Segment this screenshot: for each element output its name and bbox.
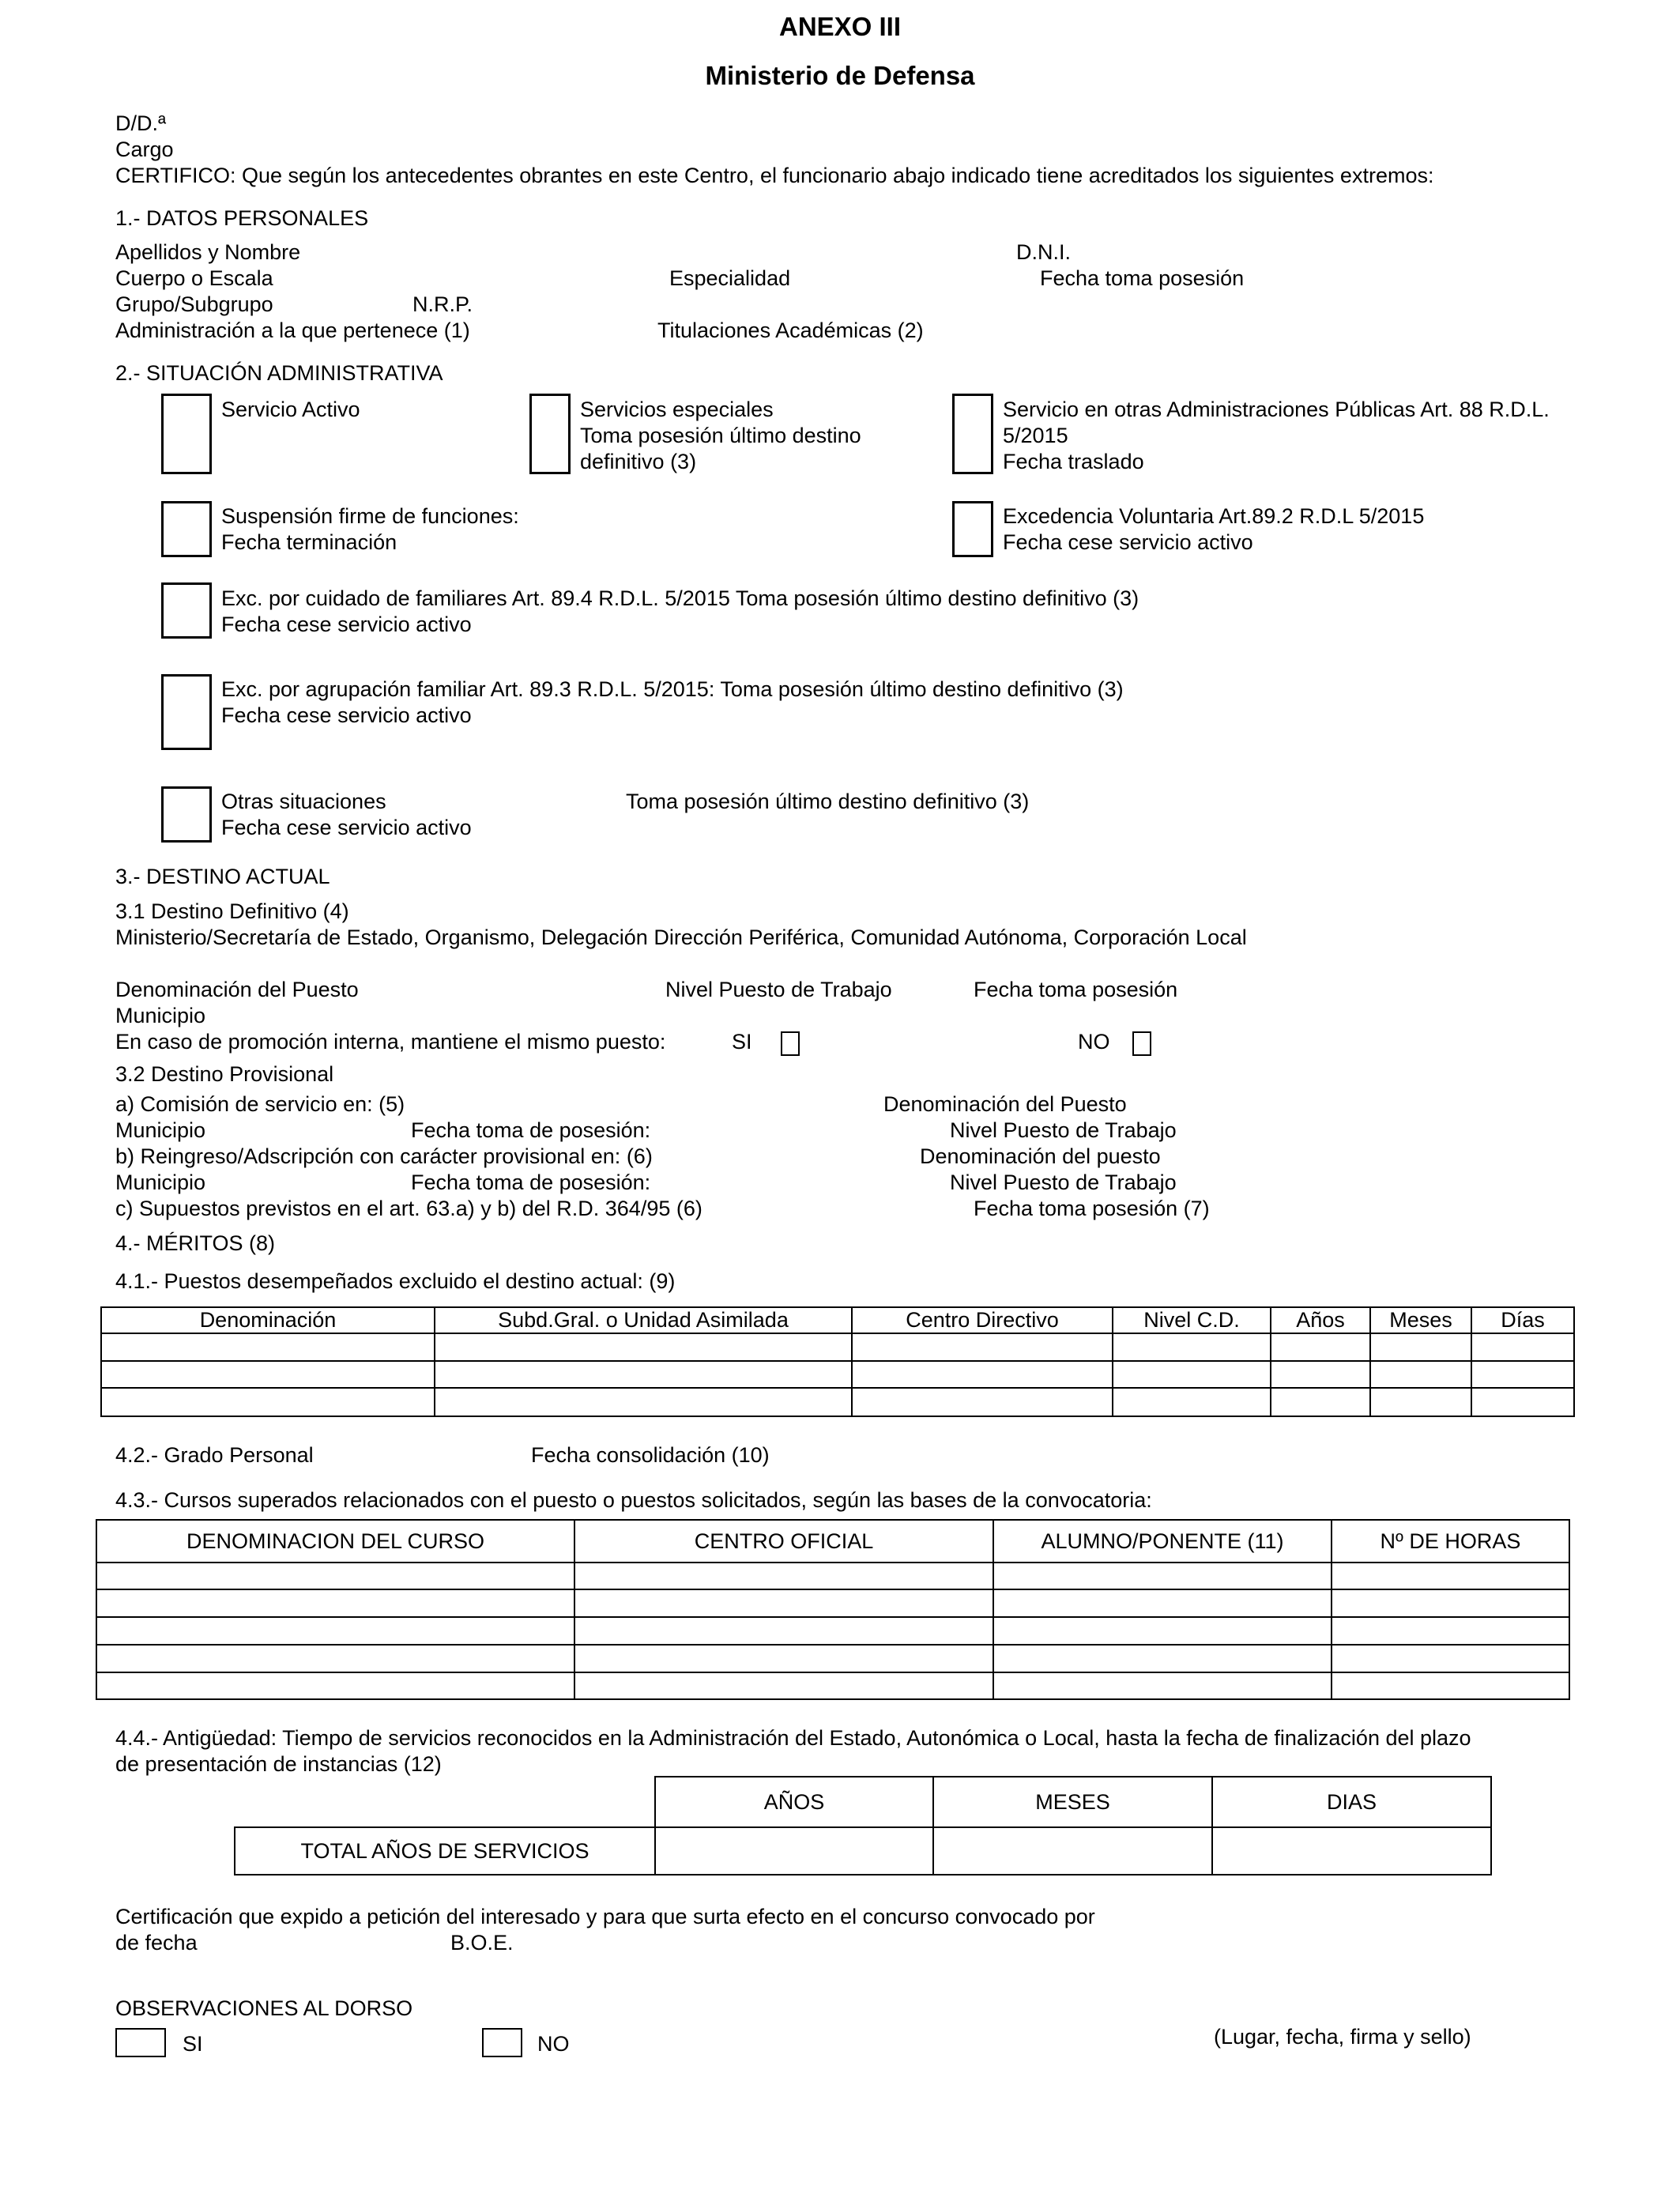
agrupacion-familiar-label: Exc. por agrupación familiar Art. 89.3 R.D.L. 5/2015: Toma posesión último destino definitivo (3) (221, 677, 1124, 701)
table-row[interactable] (96, 1589, 1569, 1617)
reingreso-nivel-label: Nivel Puesto de Trabajo (950, 1171, 1177, 1194)
agrupacion-familiar-fecha: Fecha cese servicio activo (221, 703, 472, 727)
suspension-fecha: Fecha terminación (221, 530, 397, 554)
cuidado-familiares-fecha: Fecha cese servicio activo (221, 613, 472, 636)
fecha-toma-label: Fecha toma posesión (1040, 266, 1245, 290)
table-row[interactable] (101, 1333, 1574, 1361)
ministerio-label: Ministerio/Secretaría de Estado, Organismo, Delegación Dirección Periférica, Comunidad Autónoma, Corporación Local (115, 925, 1247, 949)
fecha-toma-posesion-label: Fecha toma posesión (974, 978, 1178, 1001)
otras-administraciones-rdl: 5/2015 (1003, 424, 1068, 447)
fecha-consolidacion-label: Fecha consolidación (10) (531, 1443, 770, 1467)
comision-servicio-label: a) Comisión de servicio en: (5) (115, 1092, 405, 1116)
promocion-interna-label: En caso de promoción interna, mantiene el mismo puesto: (115, 1030, 666, 1054)
checkbox-observaciones-no[interactable] (482, 2028, 522, 2057)
section-3-title: 3.- DESTINO ACTUAL (115, 865, 330, 888)
cursos-table (96, 1519, 1570, 1700)
antiguedad-subtitle: de presentación de instancias (12) (115, 1752, 442, 1776)
puestos-header-denominacion: Denominación (101, 1307, 435, 1333)
ministry-title: Ministerio de Defensa (705, 61, 975, 90)
promocion-no-label: NO (1078, 1030, 1110, 1054)
comision-nivel-label: Nivel Puesto de Trabajo (950, 1118, 1177, 1142)
comision-municipio-label: Municipio (115, 1118, 206, 1142)
otras-situaciones-label: Otras situaciones (221, 790, 386, 813)
cargo-label: Cargo (115, 138, 174, 161)
denominacion-puesto-label: Denominación del Puesto (115, 978, 359, 1001)
destino-definitivo-title: 3.1 Destino Definitivo (4) (115, 899, 349, 923)
reingreso-label: b) Reingreso/Adscripción con carácter provisional en: (6) (115, 1144, 653, 1168)
puestos-header-anos: Años (1271, 1307, 1370, 1333)
table-row[interactable] (96, 1645, 1569, 1672)
servicio-activo-label: Servicio Activo (221, 398, 360, 421)
cuidado-familiares-label: Exc. por cuidado de familiares Art. 89.4 R.D.L. 5/2015 Toma posesión último destino definitivo (3) (221, 586, 1139, 610)
checkbox-promocion-no[interactable] (1132, 1031, 1151, 1056)
antiguedad-table (234, 1776, 1492, 1875)
supuestos-label: c) Supuestos previstos en el art. 63.a) y b) del R.D. 364/95 (6) (115, 1197, 703, 1220)
boe-label: B.O.E. (450, 1931, 514, 1955)
antiguedad-empty-corner (235, 1777, 655, 1827)
document-title: ANEXO III (778, 12, 902, 41)
total-dias-input[interactable] (1212, 1827, 1491, 1875)
puestos-header-dias: Días (1471, 1307, 1574, 1333)
checkbox-suspension[interactable] (161, 501, 212, 557)
promocion-si-label: SI (732, 1030, 752, 1054)
cursos-header-denominacion: DENOMINACION DEL CURSO (96, 1520, 574, 1563)
checkbox-servicio-activo[interactable] (161, 394, 212, 474)
otras-situaciones-toma: Toma posesión último destino definitivo (3) (626, 790, 1030, 813)
cursos-header-alumno: ALUMNO/PONENTE (11) (993, 1520, 1332, 1563)
section-2-title: 2.- SITUACIÓN ADMINISTRATIVA (115, 361, 443, 385)
reingreso-fecha-label: Fecha toma de posesión: (411, 1171, 651, 1194)
especialidad-label: Especialidad (669, 266, 791, 290)
servicios-especiales-toma: Toma posesión último destino (580, 424, 861, 447)
table-row[interactable] (96, 1617, 1569, 1645)
puestos-table (100, 1306, 1575, 1417)
antiguedad-header-anos: AÑOS (655, 1777, 933, 1827)
total-meses-input[interactable] (933, 1827, 1212, 1875)
total-anos-input[interactable] (655, 1827, 933, 1875)
nrp-label: N.R.P. (412, 292, 473, 316)
checkbox-otras-situaciones[interactable] (161, 786, 212, 843)
excedencia-voluntaria-fecha: Fecha cese servicio activo (1003, 530, 1253, 554)
table-row[interactable] (96, 1672, 1569, 1699)
titulaciones-label: Titulaciones Académicas (2) (657, 319, 924, 342)
antiguedad-title: 4.4.- Antigüedad: Tiempo de servicios reconocidos en la Administración del Estado, Autonómica o Local, hasta la fecha de finalización del plazo (115, 1726, 1471, 1750)
cuerpo-label: Cuerpo o Escala (115, 266, 273, 290)
total-anos-servicios-label: TOTAL AÑOS DE SERVICIOS (235, 1827, 655, 1875)
de-fecha-label: de fecha (115, 1931, 198, 1955)
cursos-header-centro: CENTRO OFICIAL (574, 1520, 993, 1563)
observaciones-no-label: NO (537, 2032, 570, 2056)
checkbox-promocion-si[interactable] (781, 1031, 800, 1056)
antiguedad-header-dias: DIAS (1212, 1777, 1491, 1827)
table-row[interactable] (96, 1563, 1569, 1589)
puestos-header-centro: Centro Directivo (852, 1307, 1113, 1333)
antiguedad-header-meses: MESES (933, 1777, 1212, 1827)
section-1-title: 1.- DATOS PERSONALES (115, 206, 369, 230)
dni-label: D.N.I. (1016, 240, 1072, 264)
otras-administraciones-label: Servicio en otras Administraciones Públicas Art. 88 R.D.L. (1003, 398, 1550, 421)
otras-administraciones-fecha: Fecha traslado (1003, 450, 1144, 473)
reingreso-municipio-label: Municipio (115, 1171, 206, 1194)
checkbox-servicios-especiales[interactable] (529, 394, 571, 474)
checkbox-agrupacion-familiar[interactable] (161, 674, 212, 750)
municipio-label: Municipio (115, 1004, 206, 1027)
apellidos-label: Apellidos y Nombre (115, 240, 301, 264)
cursos-header-horas: Nº DE HORAS (1332, 1520, 1569, 1563)
certificacion-text: Certificación que expido a petición del interesado y para que surta efecto en el concurso convocado por (115, 1905, 1095, 1928)
puestos-desempenados-title: 4.1.- Puestos desempeñados excluido el destino actual: (9) (115, 1269, 676, 1293)
observaciones-si-label: SI (183, 2032, 203, 2056)
checkbox-observaciones-si[interactable] (115, 2028, 166, 2057)
destino-provisional-title: 3.2 Destino Provisional (115, 1062, 334, 1086)
dda-label: D/D.ª (115, 111, 166, 135)
grupo-label: Grupo/Subgrupo (115, 292, 273, 316)
excedencia-voluntaria-label: Excedencia Voluntaria Art.89.2 R.D.L 5/2015 (1003, 504, 1425, 528)
cursos-title: 4.3.- Cursos superados relacionados con el puesto o puestos solicitados, según las bases de la convocatoria: (115, 1488, 1152, 1512)
lugar-fecha-firma-label: (Lugar, fecha, firma y sello) (1214, 2025, 1471, 2049)
grado-personal-label: 4.2.- Grado Personal (115, 1443, 314, 1467)
checkbox-excedencia-voluntaria[interactable] (952, 501, 993, 557)
checkbox-otras-administraciones[interactable] (952, 394, 993, 474)
section-4-title: 4.- MÉRITOS (8) (115, 1231, 276, 1255)
reingreso-denominacion-label: Denominación del puesto (920, 1144, 1161, 1168)
table-row[interactable] (101, 1388, 1574, 1416)
servicios-especiales-definitivo: definitivo (3) (580, 450, 697, 473)
checkbox-cuidado-familiares[interactable] (161, 582, 212, 639)
puestos-header-subdireccion: Subd.Gral. o Unidad Asimilada (435, 1307, 852, 1333)
comision-fecha-label: Fecha toma de posesión: (411, 1118, 651, 1142)
nivel-puesto-label: Nivel Puesto de Trabajo (665, 978, 892, 1001)
certifico-text: CERTIFICO: Que según los antecedentes obrantes en este Centro, el funcionario abajo indicado tiene acreditados los siguientes extremos: (115, 164, 1434, 187)
servicios-especiales-label: Servicios especiales (580, 398, 774, 421)
table-row[interactable] (101, 1361, 1574, 1388)
puestos-header-nivel: Nivel C.D. (1113, 1307, 1271, 1333)
supuestos-fecha-label: Fecha toma posesión (7) (974, 1197, 1210, 1220)
puestos-header-meses: Meses (1370, 1307, 1471, 1333)
administracion-label: Administración a la que pertenece (1) (115, 319, 470, 342)
suspension-label: Suspensión firme de funciones: (221, 504, 519, 528)
otras-situaciones-fecha: Fecha cese servicio activo (221, 816, 472, 839)
comision-denominacion-label: Denominación del Puesto (883, 1092, 1127, 1116)
observaciones-label: OBSERVACIONES AL DORSO (115, 1996, 413, 2020)
